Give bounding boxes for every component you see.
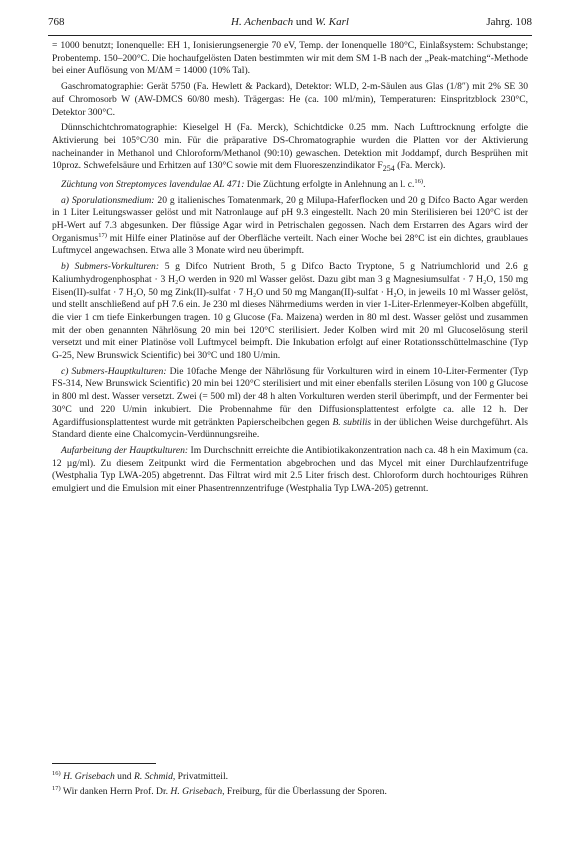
workup-heading: Aufarbeitung der Hauptkulturen: [61, 445, 189, 456]
sporulation-text-end: mit Hilfe einer Platinöse auf der Oberfläche verteilt. Nach einer Woche bei 28°C ist ein dichtes, graublaues Luftmycel angewachsen. Etwa alle 3 Monate wird neu überimpft. [52, 232, 528, 257]
running-header [48, 16, 532, 32]
paragraph-submers-main-cultures [52, 366, 528, 442]
sporulation-text: 20 g italienisches Tomatenmark, 20 g Milupa-Haferflocken und 20 g Difco Bacto Agar werden in 1 Liter Leitungswasser gelöst und mit Natronlauge auf pH 9.3 eingestellt. Nach 20 min Sterilisieren bei 120°C ist der pH-Wert auf 7.3 abgesunken. Der flüssige Agar wird in Petrischalen gegossen. Nach dem Erstarren des Agars wird der Organismus [52, 194, 528, 244]
tlc-subscript: 254 [382, 164, 395, 174]
footnote-17-author: H. Grisebach [170, 786, 223, 797]
footnote-ref-17: 17) [98, 231, 107, 239]
footnote-16-text: , Privatmitteil. [172, 771, 229, 782]
author-1: H. Achenbach [231, 16, 294, 28]
paragraph-gas-chromatography: Gaschromatographie: Gerät 5750 (Fa. Hewlett & Packard), Detektor: WLD, 2-m-Säulen aus Glas (1/8″) mit 2% SE 30 auf Chromosorb W (AW-DMCS 60/80 mesh). Trägergas: He (ca. 100 ml/min), Temperaturen: Einspritzblock 230°C, Detektor 300°C. [52, 81, 528, 118]
workup-text: Im Durchschnitt erreichte die Antibiotikakonzentration nach ca. 48 h ein Maximum (ca. 12 µg/ml). Zu diesem Zeitpunkt wird die Fermentation abgebrochen und das Mycel mit einer Durchlaufzentrifuge (Westphalia Typ LWA-205) abgetrennt. Das Filtrat wird mit 2.5 Liter frisch dest. Chloroform durch hochtouriges Rühren emulgiert und die Emulsion mit einer Phasentrennzentrifuge (Westphalia Typ LWA-205) getrennt. [52, 445, 528, 495]
footnote-17-text: Wir danken Herrn Prof. Dr. [60, 786, 171, 797]
footnote-rule [52, 763, 156, 764]
paragraph-cultivation [52, 179, 528, 192]
paragraph-sporulation-medium [52, 195, 528, 259]
journal-year: Jahrg. 108 [486, 16, 532, 28]
cultivation-end: . [423, 178, 426, 190]
footnote-17-mark: 17) [52, 784, 61, 792]
running-title [48, 16, 532, 28]
tlc-text: Dünnschichtchromatographie: Kieselgel H (Fa. Merck), Schichtdicke 0.25 mm. Nach Lufttrocknung erfolgte die Aktivierung bei 105°C/30 min. Für die präparative DS-Chromatographie wurden die Platten vor der Aktivierung nacheinander in Methanol und Chloroform/Methanol (90:10) gewaschen. Detektion mit Joddampf, durch Besprühen mit 10proz. Schwefelsäure und Erhitzen auf 130°C sowie mit dem Fluoreszenzindikator F [52, 122, 528, 172]
footnote-ref-16: 16) [414, 177, 424, 185]
paragraph-submers-precultures [52, 261, 528, 363]
paragraph-tlc [52, 122, 528, 176]
main-cultures-heading: c) Submers-Hauptkulturen: [61, 365, 167, 377]
organism-name: B. subtilis [332, 416, 372, 428]
footnote-16-mark: 16) [52, 769, 61, 777]
sporulation-heading: a) Sporulationsmedium: [61, 194, 155, 206]
precultures-heading: b) Submers-Vorkulturen: [61, 261, 160, 273]
page-number: 768 [48, 16, 65, 28]
precultures-text: 5 g Difco Nutrient Broth, 5 g Difco Bacto Tryptone, 5 g Natriumchlorid und 2.6 g Kaliumhydrogenphosphat · 3 H₂O werden in 920 ml Wasser gelöst. Dazu gibt man 3 g Magnesiumsulfat · 7 H₂O, 150 mg Eisen(II)-sulfat · 7 H₂O, 50 mg Zink(II)-sulfat · 7 H₂O und 50 mg Mangan(II)-sulfat · H₂O, in jeweils 10 ml Wasser gelöst, und stellt anschließend auf pH 7.6 ein. Je 230 ml dieses Nährmediums werden in vier 1-Liter-Erlenmeyer-Kolben abgefüllt, die vier 1 cm tiefe Einkerbungen tragen. 10 g Glucose (Fa. Maizena) werden in 80 ml dest. Wasser gelöst und zusammen mit der oben genannten Nährlösung 20 min bei 120°C sterilisiert. Jeder Kolben wird mit 20 ml Glucoselösung steril versetzt und mit einer Platinöse voll Luftmycel beimpft. Die Inkubation erfolgt auf einer Rotationsschüttelmaschine (Typ G-25, New Brunswick Scientific) bei 30°C und 180 U/min. [52, 261, 529, 362]
tlc-text-end: (Fa. Merck). [394, 160, 446, 172]
body-text [52, 40, 528, 499]
footnotes [52, 770, 528, 800]
cultivation-heading: Züchtung von Streptomyces lavendulae AL 471: [61, 178, 245, 190]
footnote-16-conjunction: und [114, 771, 134, 782]
paragraph-ms-conditions: = 1000 benutzt; Ionenquelle: EH 1, Ionisierungsenergie 70 eV, Temp. der Ionenquelle 180°C, Einlaßsystem: Schubstange; Probentemp. 150–200°C. Die hochaufgelösten Daten bestimmten wir mit dem SM 1-B nach der „Peak-matching“-Methode bei einer Auflösung von M/ΔM = 14000 (10% Tal). [52, 40, 528, 77]
header-rule [48, 35, 532, 36]
footnote-17-text-end: , Freiburg, für die Überlassung der Sporen. [222, 786, 387, 797]
paragraph-workup [52, 445, 528, 496]
footnote-16-author-1: H. Grisebach [63, 771, 115, 782]
author-2: W. Karl [315, 16, 349, 28]
cultivation-text: Die Züchtung erfolgte in Anlehnung an l. c. [244, 178, 415, 190]
main-cultures-text: Die 10fache Menge der Nährlösung für Vorkulturen wird in einem 10-Liter-Fermenter (Typ FS-314, New Brunswick Scientific) 20 min bei 120°C sterilisiert und mit einer ebenfalls sterilen Lösung von 100 g Glucose in 800 ml dest. Wasser versetzt. Zwei (= 500 ml) der 48 h alten Vorkulturen werden steril überimpft, und der Fermenter bei 30°C und 220 U/min inkubiert. Die Probennahme für den Diffusionsplattentest erfolgte ca. alle 12 h. Der Agardiffusionsplattentest wurde mit getränkten Papierscheibchen gegen [52, 365, 528, 428]
main-cultures-text-end: in der üblichen Weise durchgeführt. Als Standard diente eine Chalcomycin-Verdünnungsreihe. [52, 416, 528, 441]
footnote-16 [52, 770, 528, 783]
footnote-16-author-2: R. Schmid [133, 771, 173, 782]
footnote-17 [52, 785, 528, 798]
author-conjunction: und [295, 16, 313, 28]
